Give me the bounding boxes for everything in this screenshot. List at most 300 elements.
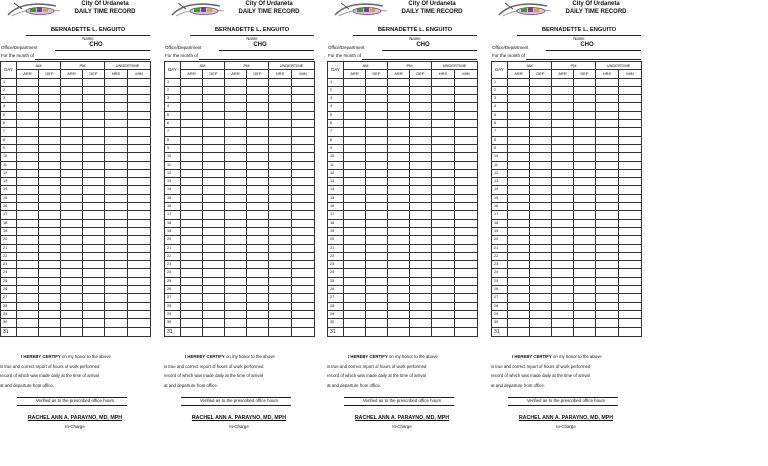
undertime-hrs-cell [596, 269, 619, 277]
am-arr-cell [344, 319, 366, 327]
am-arr-cell [344, 294, 366, 302]
pm-arr-cell [388, 194, 410, 202]
am-dep-cell [39, 294, 61, 302]
table-row [1, 161, 151, 169]
day-number: 16 [165, 203, 181, 211]
pm-arr-cell [61, 319, 83, 327]
undertime-min-cell [455, 219, 478, 227]
table-row [492, 227, 642, 235]
pm-arr-cell [225, 261, 247, 269]
pm-dep-cell [83, 219, 105, 227]
table-row [328, 236, 478, 244]
undertime-min-cell [619, 261, 642, 269]
undertime-min-cell [619, 319, 642, 327]
undertime-hrs-cell [105, 103, 128, 111]
undertime-hrs-cell [269, 144, 292, 152]
undertime-hrs-cell [269, 219, 292, 227]
day-number: 11 [1, 161, 17, 169]
undertime-hrs-cell [269, 186, 292, 194]
day-number: 31 [328, 327, 344, 337]
day-header: DAY [1, 62, 17, 79]
undertime-min-cell [455, 319, 478, 327]
pm-arr-cell [388, 261, 410, 269]
name-caption: Name [246, 36, 258, 41]
undertime-hrs-cell [432, 286, 455, 294]
undertime-hrs-cell [105, 136, 128, 144]
pm-arr-cell [388, 219, 410, 227]
undertime-min-cell [619, 219, 642, 227]
undertime-min-cell [292, 286, 315, 294]
am-arr-cell [344, 103, 366, 111]
am-dep-cell [39, 319, 61, 327]
pm-header: PM [225, 62, 269, 70]
pm-dep-cell [247, 261, 269, 269]
undertime-min-cell [292, 78, 315, 86]
month-underline [199, 59, 314, 60]
certify-line: at and departure from office. [0, 383, 54, 389]
am-arr-cell [344, 169, 366, 177]
undertime-hrs-cell [596, 219, 619, 227]
am-dep-cell [366, 78, 388, 86]
am-dep-cell [39, 286, 61, 294]
pm-arr-cell [388, 319, 410, 327]
pm-arr-cell [61, 95, 83, 103]
am-dep-cell [203, 219, 225, 227]
pm-dep-cell [83, 269, 105, 277]
am-dep-cell [366, 169, 388, 177]
undertime-hrs-cell [432, 269, 455, 277]
undertime-min-cell [455, 136, 478, 144]
day-number: 4 [328, 103, 344, 111]
undertime-min-cell [128, 78, 151, 86]
table-row [1, 302, 151, 310]
pm-dep-cell [247, 244, 269, 252]
office-label: Office/Department [1, 45, 38, 50]
day-number: 14 [328, 186, 344, 194]
day-number: 13 [492, 178, 508, 186]
table-row [328, 286, 478, 294]
pm-arr-cell [388, 227, 410, 235]
pm-arr-cell [225, 277, 247, 285]
pm-arr-cell [61, 111, 83, 119]
pm-arr-cell [552, 269, 574, 277]
am-dep-cell [203, 153, 225, 161]
am-dep-cell [366, 136, 388, 144]
am-dep-cell [366, 186, 388, 194]
undertime-min-cell [455, 120, 478, 128]
am-dep-cell [366, 269, 388, 277]
am-dep-cell [366, 227, 388, 235]
table-row [328, 319, 478, 327]
am-dep-cell [366, 236, 388, 244]
undertime-min-cell [292, 294, 315, 302]
month-label: For the month of [165, 53, 199, 58]
undertime-min-cell [619, 144, 642, 152]
am-dep-cell [530, 294, 552, 302]
pm-dep-cell [410, 219, 432, 227]
undertime-hrs-cell [432, 252, 455, 260]
am-arr-cell [181, 169, 203, 177]
day-number: 5 [1, 111, 17, 119]
pm-dep-cell [83, 136, 105, 144]
city-logo-icon [6, 0, 64, 18]
day-number: 26 [1, 286, 17, 294]
undertime-hrs-cell [269, 153, 292, 161]
am-dep-cell [530, 144, 552, 152]
undertime-hrs-cell [432, 244, 455, 252]
undertime-min-cell [292, 128, 315, 136]
undertime-min-cell [292, 186, 315, 194]
am-arr-cell [181, 120, 203, 128]
am-dep-cell [366, 286, 388, 294]
undertime-hrs-cell [432, 186, 455, 194]
undertime-header: UNDERTIME [269, 62, 315, 70]
table-row [165, 211, 315, 219]
am-arr-cell [17, 294, 39, 302]
am-arr-cell [508, 261, 530, 269]
undertime-min-cell [619, 178, 642, 186]
table-row [492, 244, 642, 252]
pm-dep-cell [410, 128, 432, 136]
am-dep-header: DEP [39, 70, 61, 78]
undertime-min-cell [292, 194, 315, 202]
pm-dep-cell [410, 136, 432, 144]
pm-dep-cell [574, 219, 596, 227]
table-row [165, 269, 315, 277]
city-name: City Of Urdaneta [81, 1, 129, 7]
min-header: MIN [292, 70, 315, 78]
certification-text [0, 352, 150, 391]
am-arr-cell [181, 327, 203, 337]
undertime-min-cell [619, 194, 642, 202]
undertime-hrs-cell [105, 227, 128, 235]
table-row [492, 78, 642, 86]
undertime-min-cell [128, 128, 151, 136]
undertime-hrs-cell [432, 211, 455, 219]
table-row [1, 211, 151, 219]
signatory-role: In-Charge [392, 424, 412, 429]
am-arr-cell [508, 86, 530, 94]
am-dep-cell [530, 86, 552, 94]
undertime-hrs-cell [105, 78, 128, 86]
undertime-hrs-cell [596, 294, 619, 302]
pm-arr-cell [225, 186, 247, 194]
signature-rule [344, 405, 454, 406]
am-dep-cell [530, 194, 552, 202]
am-dep-cell [39, 277, 61, 285]
day-number: 11 [492, 161, 508, 169]
pm-arr-cell [225, 103, 247, 111]
undertime-hrs-cell [596, 286, 619, 294]
pm-arr-cell [388, 136, 410, 144]
undertime-hrs-cell [596, 136, 619, 144]
undertime-min-cell [455, 95, 478, 103]
day-number: 18 [492, 219, 508, 227]
table-row [492, 261, 642, 269]
record-title: DAILY TIME RECORD [238, 9, 300, 15]
day-number: 8 [1, 136, 17, 144]
pm-dep-cell [410, 244, 432, 252]
undertime-hrs-cell [432, 169, 455, 177]
am-dep-cell [366, 219, 388, 227]
day-number: 12 [165, 169, 181, 177]
am-dep-cell [39, 194, 61, 202]
undertime-min-cell [619, 211, 642, 219]
undertime-hrs-cell [105, 194, 128, 202]
pm-dep-cell [574, 111, 596, 119]
day-number: 24 [328, 269, 344, 277]
table-row [1, 128, 151, 136]
day-number: 22 [328, 252, 344, 260]
am-dep-cell [39, 186, 61, 194]
pm-arr-cell [388, 103, 410, 111]
pm-arr-cell [388, 169, 410, 177]
undertime-hrs-cell [269, 244, 292, 252]
pm-dep-cell [247, 227, 269, 235]
am-arr-cell [508, 111, 530, 119]
undertime-min-cell [455, 111, 478, 119]
city-logo-icon [497, 0, 555, 18]
undertime-min-cell [455, 252, 478, 260]
table-row [328, 252, 478, 260]
pm-dep-cell [574, 261, 596, 269]
undertime-min-cell [292, 169, 315, 177]
am-dep-cell [203, 302, 225, 310]
table-row [328, 219, 478, 227]
undertime-hrs-cell [105, 319, 128, 327]
am-arr-cell [17, 319, 39, 327]
pm-arr-cell [388, 128, 410, 136]
day-number: 15 [1, 194, 17, 202]
pm-arr-cell [225, 252, 247, 260]
undertime-hrs-cell [596, 211, 619, 219]
table-row [1, 286, 151, 294]
undertime-hrs-cell [432, 302, 455, 310]
table-row [1, 227, 151, 235]
day-number: 2 [492, 86, 508, 94]
pm-arr-cell [552, 227, 574, 235]
am-dep-cell [39, 219, 61, 227]
pm-arr-cell [61, 269, 83, 277]
table-row [165, 252, 315, 260]
office-value: CHO [253, 42, 267, 48]
table-row [1, 169, 151, 177]
day-number: 29 [492, 310, 508, 318]
pm-arr-cell [225, 78, 247, 86]
am-arr-cell [508, 286, 530, 294]
am-dep-header: DEP [366, 70, 388, 78]
pm-dep-cell [247, 136, 269, 144]
table-row [1, 261, 151, 269]
undertime-min-cell [128, 219, 151, 227]
am-dep-cell [203, 128, 225, 136]
undertime-min-cell [455, 203, 478, 211]
table-row [492, 211, 642, 219]
pm-arr-cell [388, 86, 410, 94]
undertime-min-cell [128, 261, 151, 269]
undertime-min-cell [455, 128, 478, 136]
am-arr-cell [17, 161, 39, 169]
undertime-min-cell [128, 252, 151, 260]
undertime-min-cell [619, 244, 642, 252]
am-arr-cell [508, 211, 530, 219]
day-number: 1 [492, 78, 508, 86]
undertime-min-cell [128, 319, 151, 327]
table-row [328, 103, 478, 111]
am-dep-cell [530, 261, 552, 269]
pm-dep-cell [410, 111, 432, 119]
pm-arr-cell [388, 286, 410, 294]
day-number: 9 [328, 144, 344, 152]
pm-arr-header: ARR [388, 70, 410, 78]
pm-dep-cell [83, 95, 105, 103]
pm-arr-cell [225, 244, 247, 252]
table-row [165, 286, 315, 294]
record-title: DAILY TIME RECORD [401, 9, 463, 15]
undertime-hrs-cell [432, 136, 455, 144]
am-dep-cell [203, 86, 225, 94]
day-number: 6 [1, 120, 17, 128]
am-dep-cell [39, 269, 61, 277]
am-arr-cell [508, 269, 530, 277]
signatory-name: RACHEL ANN A. PARAYNO, MD, MPH [518, 415, 614, 421]
am-arr-cell [181, 227, 203, 235]
am-dep-cell [530, 169, 552, 177]
pm-arr-cell [225, 128, 247, 136]
table-row [1, 319, 151, 327]
am-arr-cell [17, 252, 39, 260]
table-row [1, 186, 151, 194]
am-dep-cell [203, 169, 225, 177]
city-logo-icon [170, 0, 228, 18]
pm-arr-cell [388, 161, 410, 169]
certify-line: is true and correct report of hours of work performed [327, 363, 427, 369]
am-dep-cell [366, 310, 388, 318]
certify-line: is true and correct report of hours of work performed [0, 363, 100, 369]
am-arr-cell [17, 186, 39, 194]
pm-arr-cell [61, 219, 83, 227]
dtr-card [491, 0, 641, 466]
undertime-hrs-cell [105, 95, 128, 103]
day-number: 16 [328, 203, 344, 211]
am-arr-cell [344, 310, 366, 318]
pm-arr-cell [552, 244, 574, 252]
pm-dep-cell [247, 252, 269, 260]
day-number: 6 [165, 120, 181, 128]
month-underline [35, 59, 150, 60]
undertime-hrs-cell [105, 244, 128, 252]
pm-arr-cell [388, 294, 410, 302]
undertime-hrs-cell [105, 86, 128, 94]
undertime-hrs-cell [269, 227, 292, 235]
am-arr-cell [181, 128, 203, 136]
am-arr-cell [17, 211, 39, 219]
pm-dep-cell [83, 169, 105, 177]
undertime-min-cell [619, 169, 642, 177]
am-arr-cell [181, 294, 203, 302]
pm-arr-cell [388, 153, 410, 161]
pm-dep-cell [574, 78, 596, 86]
pm-dep-cell [574, 161, 596, 169]
table-row [165, 111, 315, 119]
pm-arr-cell [225, 203, 247, 211]
pm-arr-cell [552, 95, 574, 103]
undertime-min-cell [128, 161, 151, 169]
day-number: 1 [328, 78, 344, 86]
am-dep-cell [39, 161, 61, 169]
day-number: 6 [328, 120, 344, 128]
am-arr-cell [181, 186, 203, 194]
am-arr-cell [181, 269, 203, 277]
record-title: DAILY TIME RECORD [74, 9, 136, 15]
pm-arr-cell [225, 153, 247, 161]
pm-dep-cell [247, 319, 269, 327]
am-arr-cell [17, 286, 39, 294]
signatory-role: In-Charge [556, 424, 576, 429]
am-arr-header: ARR [344, 70, 366, 78]
certify-line: on my honor to the above [226, 354, 275, 359]
pm-arr-cell [552, 144, 574, 152]
am-dep-cell [203, 194, 225, 202]
table-row [328, 111, 478, 119]
pm-arr-cell [552, 319, 574, 327]
am-dep-cell [366, 319, 388, 327]
undertime-min-cell [292, 86, 315, 94]
am-arr-cell [17, 103, 39, 111]
day-number: 15 [328, 194, 344, 202]
undertime-min-cell [292, 227, 315, 235]
certify-line: record of which was made daily at the time of arrival [164, 373, 263, 379]
table-row [328, 169, 478, 177]
undertime-hrs-cell [105, 203, 128, 211]
pm-dep-cell [410, 319, 432, 327]
am-dep-cell [203, 186, 225, 194]
undertime-min-cell [128, 111, 151, 119]
day-number: 4 [492, 103, 508, 111]
signatory-role: In-Charge [229, 424, 249, 429]
table-row [1, 194, 151, 202]
am-dep-cell [366, 178, 388, 186]
undertime-hrs-cell [105, 252, 128, 260]
pm-arr-cell [225, 310, 247, 318]
am-dep-cell [530, 327, 552, 337]
table-row [328, 261, 478, 269]
pm-arr-cell [225, 95, 247, 103]
am-arr-cell [17, 128, 39, 136]
day-number: 21 [165, 244, 181, 252]
pm-dep-cell [574, 95, 596, 103]
day-number: 24 [1, 269, 17, 277]
table-row [328, 144, 478, 152]
pm-dep-cell [574, 169, 596, 177]
pm-dep-cell [574, 302, 596, 310]
pm-dep-cell [247, 86, 269, 94]
city-name: City Of Urdaneta [572, 1, 620, 7]
pm-arr-cell [225, 294, 247, 302]
day-number: 30 [1, 319, 17, 327]
undertime-min-cell [619, 236, 642, 244]
am-arr-cell [17, 144, 39, 152]
undertime-hrs-cell [269, 269, 292, 277]
am-arr-cell [344, 186, 366, 194]
am-arr-cell [508, 120, 530, 128]
am-dep-cell [39, 78, 61, 86]
undertime-hrs-cell [432, 319, 455, 327]
table-row [165, 277, 315, 285]
am-dep-cell [39, 95, 61, 103]
day-number: 29 [328, 310, 344, 318]
pm-arr-cell [61, 120, 83, 128]
